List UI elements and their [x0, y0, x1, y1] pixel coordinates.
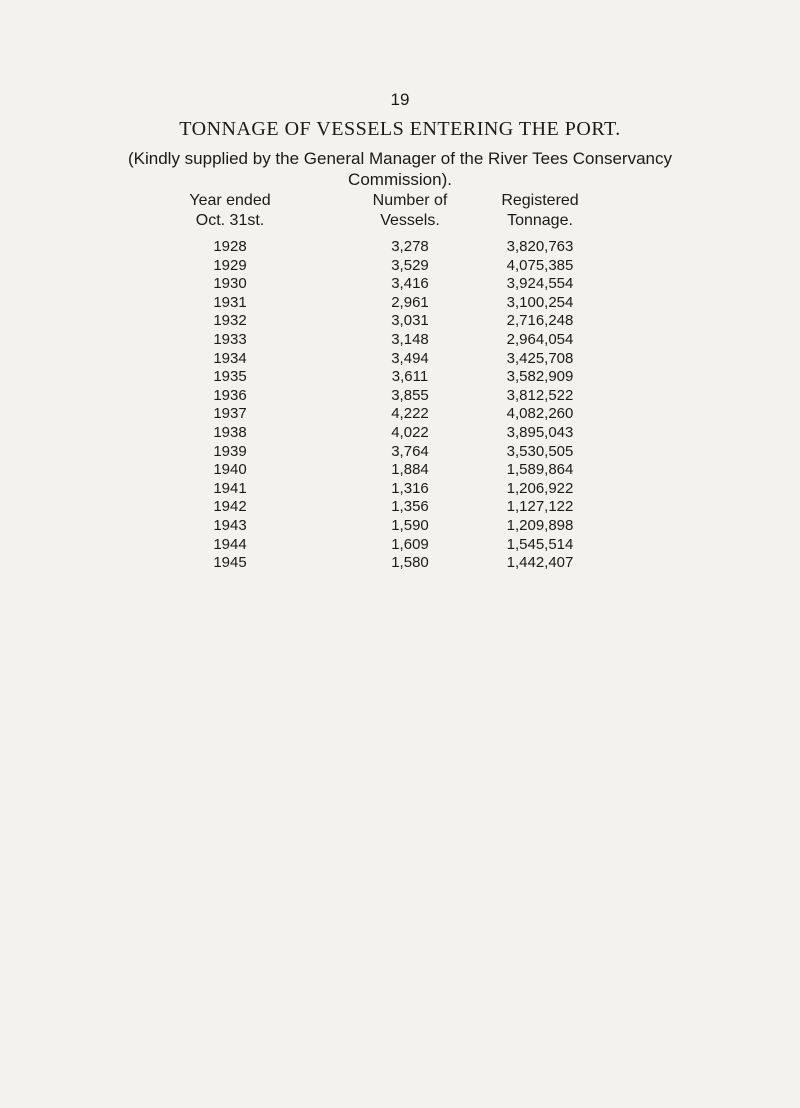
- vessels-cell: 3,611: [391, 368, 429, 386]
- vessels-cell: 1,884: [391, 461, 429, 479]
- table-row: [0, 498, 800, 517]
- header-year-line-1: Year ended: [189, 192, 271, 209]
- table-row: [0, 368, 800, 387]
- year-cell: 1933: [213, 330, 247, 348]
- tonnage-cell: 3,530,505: [506, 442, 574, 460]
- page-title: TONNAGE OF VESSELS ENTERING THE PORT.: [179, 118, 621, 140]
- vessels-cell: 3,529: [391, 256, 429, 274]
- table-row: [0, 294, 800, 313]
- tonnage-cell: 1,209,898: [506, 516, 574, 534]
- vessels-cell: 1,316: [391, 479, 429, 497]
- table-row: [0, 517, 800, 536]
- table-row: [0, 275, 800, 294]
- tonnage-cell: 3,425,708: [506, 349, 574, 367]
- vessels-cell: 4,022: [391, 423, 429, 441]
- table-row: [0, 405, 800, 424]
- tonnage-cell: 3,820,763: [506, 238, 574, 255]
- table-row: [0, 257, 800, 276]
- table-row: [0, 554, 800, 573]
- table-row: [0, 238, 800, 257]
- tonnage-cell: 4,082,260: [506, 405, 574, 423]
- table-row: [0, 331, 800, 350]
- subtitle-line-2: Commission).: [348, 170, 452, 189]
- tonnage-cell: 2,716,248: [506, 312, 574, 330]
- vessels-cell: 2,961: [391, 293, 429, 311]
- vessels-cell: 3,031: [391, 312, 429, 330]
- tonnage-cell: 3,582,909: [506, 368, 574, 386]
- tonnage-cell: 1,545,514: [506, 535, 574, 553]
- vessels-cell: 1,609: [391, 535, 429, 553]
- page-number: 19: [390, 90, 410, 109]
- table-row: [0, 536, 800, 555]
- year-cell: 1943: [213, 516, 247, 534]
- vessels-cell: 3,855: [391, 386, 429, 404]
- subtitle-line-1: (Kindly supplied by the General Manager of the River Tees Conservancy: [128, 149, 672, 168]
- year-cell: 1938: [213, 423, 247, 441]
- vessels-cell: 1,580: [391, 554, 429, 572]
- year-cell: 1945: [213, 554, 247, 572]
- tonnage-cell: 1,127,122: [506, 498, 574, 516]
- vessels-cell: 1,356: [391, 498, 429, 516]
- year-cell: 1941: [213, 479, 247, 497]
- table-row: [0, 350, 800, 369]
- tonnage-table: [0, 238, 800, 573]
- header-tonnage-line-1: Registered: [501, 192, 579, 209]
- vessels-cell: 3,416: [391, 275, 429, 293]
- table-row: [0, 312, 800, 331]
- year-cell: 1931: [213, 293, 247, 311]
- table-row: [0, 387, 800, 406]
- tonnage-cell: 1,589,864: [506, 461, 574, 479]
- tonnage-cell: 3,895,043: [506, 423, 574, 441]
- header-year-line-2: Oct. 31st.: [195, 212, 265, 229]
- year-cell: 1932: [213, 312, 247, 330]
- vessels-cell: 1,590: [391, 516, 429, 534]
- year-cell: 1929: [213, 256, 247, 274]
- year-cell: 1944: [213, 535, 247, 553]
- header-vessels-line-1: Number of: [372, 192, 448, 209]
- year-cell: 1930: [213, 275, 247, 293]
- year-cell: 1935: [213, 368, 247, 386]
- tonnage-cell: 2,964,054: [506, 330, 574, 348]
- tonnage-cell: 1,206,922: [506, 479, 574, 497]
- vessels-cell: 3,278: [391, 238, 429, 255]
- vessels-cell: 3,764: [391, 442, 429, 460]
- vessels-cell: 3,494: [391, 349, 429, 367]
- tonnage-cell: 3,812,522: [506, 386, 574, 404]
- year-cell: 1940: [213, 461, 247, 479]
- tonnage-cell: 3,924,554: [506, 275, 574, 293]
- vessels-cell: 3,148: [391, 330, 429, 348]
- tonnage-cell: 3,100,254: [506, 293, 574, 311]
- tonnage-cell: 1,442,407: [506, 554, 574, 572]
- year-cell: 1939: [213, 442, 247, 460]
- year-cell: 1942: [213, 498, 247, 516]
- table-row: [0, 443, 800, 462]
- year-cell: 1936: [213, 386, 247, 404]
- year-cell: 1928: [213, 238, 247, 255]
- year-cell: 1934: [213, 349, 247, 367]
- vessels-cell: 4,222: [391, 405, 429, 423]
- header-vessels-line-2: Vessels.: [380, 212, 440, 229]
- header-tonnage-line-2: Tonnage.: [507, 212, 573, 229]
- table-row: [0, 461, 800, 480]
- table-row: [0, 480, 800, 499]
- tonnage-cell: 4,075,385: [506, 256, 574, 274]
- table-row: [0, 424, 800, 443]
- year-cell: 1937: [213, 405, 247, 423]
